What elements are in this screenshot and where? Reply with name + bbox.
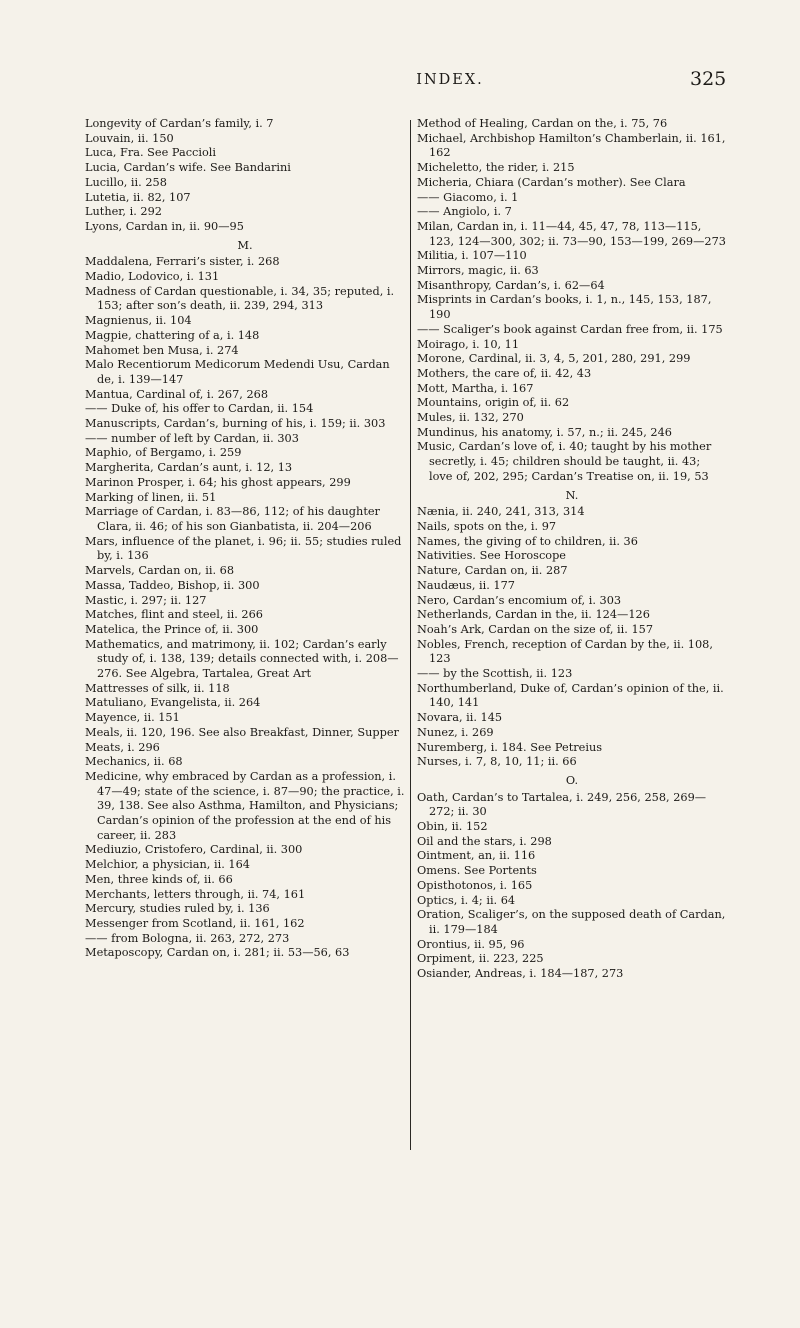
index-entry: Micheria, Chiara (Cardan’s mother). See Clara (417, 175, 686, 189)
page-header (0, 0, 800, 90)
index-entry: Marking of linen, ii. 51 (85, 490, 217, 504)
index-entry: Oath, Cardan’s to Tartalea, i. 249, 256, 258, 269—272; ii. 30 (417, 790, 707, 819)
index-entry: Madness of Cardan questionable, i. 34, 35; reputed, i. 153; after son’s death, ii. 239, 294, 313 (85, 284, 395, 313)
index-entry: Madio, Lodovico, i. 131 (85, 270, 220, 284)
index-entry: —— Scaliger’s book against Cardan free from, ii. 175 (417, 322, 723, 336)
index-entry: Matches, flint and steel, ii. 266 (85, 608, 263, 622)
index-entry: Matelica, the Prince of, ii. 300 (85, 622, 259, 636)
index-entry: Mechanics, ii. 68 (85, 755, 183, 769)
index-entry: Mantua, Cardinal of, i. 267, 268 (85, 387, 269, 401)
index-entry: Novara, ii. 145 (417, 711, 503, 725)
index-entry: Medicine, why embraced by Cardan as a profession, i. 47—49; state of the science, i. 87—90; the practice, i. 39, 138. See also Asthma, Hamilton, and Physicians; Cardan’s opinion of the profession at the end of his career, ii. 283 (85, 769, 405, 842)
index-entry: Nunez, i. 269 (417, 725, 494, 739)
index-entry: Lucillo, ii. 258 (85, 175, 167, 189)
index-entry: Michael, Archbishop Hamilton’s Chamberlain, ii. 161, 162 (417, 131, 726, 160)
index-entry: Manuscripts, Cardan’s, burning of his, i. 159; ii. 303 (85, 417, 386, 431)
index-column-left (85, 117, 405, 961)
index-entry: Matuliano, Evangelista, ii. 264 (85, 696, 261, 710)
index-entry: Naudæus, ii. 177 (417, 578, 515, 592)
section-letter: N. (565, 488, 579, 502)
index-entry: Mercury, studies ruled by, i. 136 (85, 902, 270, 916)
index-entry: Optics, i. 4; ii. 64 (417, 893, 516, 907)
index-entry: Luca, Fra. See Paccioli (85, 146, 217, 160)
index-entry: Oration, Scaliger’s, on the supposed death of Cardan, ii. 179—184 (417, 908, 726, 936)
index-entry: Nails, spots on the, i. 97 (417, 519, 557, 533)
index-entry: Meals, ii. 120, 196. See also Breakfast, Dinner, Supper (85, 725, 399, 739)
index-entry: Oil and the stars, i. 298 (417, 834, 552, 848)
index-entry: Magnienus, ii. 104 (85, 314, 192, 328)
index-entry: Mahomet ben Musa, i. 274 (85, 343, 239, 357)
index-entry: Magpie, chattering of a, i. 148 (85, 328, 260, 342)
index-entry: Mattresses of silk, ii. 118 (85, 681, 230, 695)
index-entry: —— Angiolo, i. 7 (417, 205, 512, 219)
index-entry: Method of Healing, Cardan on the, i. 75, 76 (417, 117, 668, 130)
index-entry: Mediuzio, Cristofero, Cardinal, ii. 300 (85, 843, 303, 857)
section-letter: M. (237, 238, 253, 252)
index-entry: Mirrors, magic, ii. 63 (417, 264, 539, 278)
index-entry: Ointment, an, ii. 116 (417, 849, 536, 863)
index-entry: Metaposcopy, Cardan on, i. 281; ii. 53—56, 63 (85, 946, 350, 960)
index-entry: Moirago, i. 10, 11 (417, 337, 520, 351)
index-entry: —— by the Scottish, ii. 123 (417, 667, 573, 681)
index-entry: Maphio, of Bergamo, i. 259 (85, 446, 242, 460)
index-entry: Mothers, the care of, ii. 42, 43 (417, 366, 592, 380)
index-entry: Nero, Cardan’s encomium of, i. 303 (417, 593, 622, 607)
index-entry: Nuremberg, i. 184. See Petreius (417, 740, 603, 754)
index-entry: Osiander, Andreas, i. 184—187, 273 (417, 967, 624, 981)
index-entry: Maddalena, Ferrari’s sister, i. 268 (85, 255, 280, 269)
index-entry: Militia, i. 107—110 (417, 249, 527, 263)
page-number: 325 (690, 68, 727, 90)
index-entry: Margherita, Cardan’s aunt, i. 12, 13 (85, 461, 293, 475)
index-entry: Morone, Cardinal, ii. 3, 4, 5, 201, 280, 291, 299 (417, 352, 691, 366)
index-entry: Orontius, ii. 95, 96 (417, 937, 525, 951)
index-entry: Mules, ii. 132, 270 (417, 411, 524, 425)
index-entry: Names, the giving of to children, ii. 36 (417, 534, 638, 548)
index-entry: Mountains, origin of, ii. 62 (417, 396, 570, 410)
index-entry: Obin, ii. 152 (417, 820, 488, 834)
index-entry: Orpiment, ii. 223, 225 (417, 952, 544, 966)
index-entry: Lutetia, ii. 82, 107 (85, 190, 191, 204)
index-entry: Nurses, i. 7, 8, 10, 11; ii. 66 (417, 755, 577, 769)
index-entry: Lyons, Cardan in, ii. 90—95 (85, 219, 244, 233)
index-entry: Milan, Cardan in, i. 11—44, 45, 47, 78, 113—115, 123, 124—300, 302; ii. 73—90, 153—199, 269—273 (417, 219, 726, 248)
index-entry: Mayence, ii. 151 (85, 711, 180, 725)
running-title: INDEX. (416, 72, 484, 88)
index-entry: Mathematics, and matrimony, ii. 102; Cardan’s early study of, i. 138, 139; details connected with, i. 208—276. See Algebra, Tartalea, Great Art (85, 637, 399, 681)
index-entry: Men, three kinds of, ii. 66 (85, 872, 233, 886)
column-divider (410, 120, 411, 1150)
index-entry: Luther, i. 292 (85, 205, 162, 219)
index-entry: Massa, Taddeo, Bishop, ii. 300 (85, 578, 260, 592)
index-entry: Longevity of Cardan’s family, i. 7 (85, 117, 274, 130)
index-entry: Marriage of Cardan, i. 83—86, 112; of his daughter Clara, ii. 46; of his son Gianbatista, ii. 204—206 (85, 505, 380, 533)
index-entry: Mundinus, his anatomy, i. 57, n.; ii. 245, 246 (417, 425, 672, 439)
index-column-right (417, 117, 727, 982)
index-entry: Music, Cardan’s love of, i. 40; taught by his mother secretly, i. 45; children should be taught, ii. 43; love of, 202, 295; Cardan’s Treatise on, ii. 19, 53 (417, 440, 712, 483)
index-entry: Micheletto, the rider, i. 215 (417, 161, 575, 175)
index-entry: Northumberland, Duke of, Cardan’s opinion of the, ii. 140, 141 (417, 681, 724, 710)
index-entry: —— Duke of, his offer to Cardan, ii. 154 (85, 402, 314, 416)
index-entry: Nobles, French, reception of Cardan by the, ii. 108, 123 (417, 637, 713, 666)
index-entry: Opisthotonos, i. 165 (417, 878, 533, 892)
index-entry: —— Giacomo, i. 1 (417, 190, 519, 204)
index-entry: Marinon Prosper, i. 64; his ghost appears, 299 (85, 475, 351, 489)
index-entry: Nature, Cardan on, ii. 287 (417, 564, 568, 578)
index-entry: —— from Bologna, ii. 263, 272, 273 (85, 931, 290, 945)
index-entry: Louvain, ii. 150 (85, 131, 174, 145)
index-entry: Marvels, Cardan on, ii. 68 (85, 564, 235, 578)
index-entry: Omens. See Portents (417, 864, 537, 878)
index-entry: Melchior, a physician, ii. 164 (85, 858, 250, 872)
index-entry: Noah’s Ark, Cardan on the size of, ii. 157 (417, 622, 654, 636)
index-entry: Lucia, Cardan’s wife. See Bandarini (85, 161, 291, 175)
index-entry: Malo Recentiorum Medicorum Medendi Usu, Cardan de, i. 139—147 (85, 358, 390, 386)
index-entry: —— number of left by Cardan, ii. 303 (85, 431, 299, 445)
index-entry: Mott, Martha, i. 167 (417, 381, 534, 395)
index-entry: Mastic, i. 297; ii. 127 (85, 593, 207, 607)
index-entry: Nativities. See Horoscope (417, 549, 566, 563)
section-letter: O. (565, 773, 579, 787)
index-entry: Misanthropy, Cardan’s, i. 62—64 (417, 278, 605, 292)
index-entry: Messenger from Scotland, ii. 161, 162 (85, 916, 305, 930)
index-entry: Misprints in Cardan’s books, i. 1, n., 145, 153, 187, 190 (417, 293, 712, 322)
index-entry: Netherlands, Cardan in the, ii. 124—126 (417, 608, 650, 622)
index-entry: Meats, i. 296 (85, 740, 160, 754)
index-entry: Mars, influence of the planet, i. 96; ii. 55; studies ruled by, i. 136 (85, 534, 402, 563)
index-entry: Merchants, letters through, ii. 74, 161 (85, 887, 306, 901)
index-entry: Nænia, ii. 240, 241, 313, 314 (417, 505, 585, 519)
